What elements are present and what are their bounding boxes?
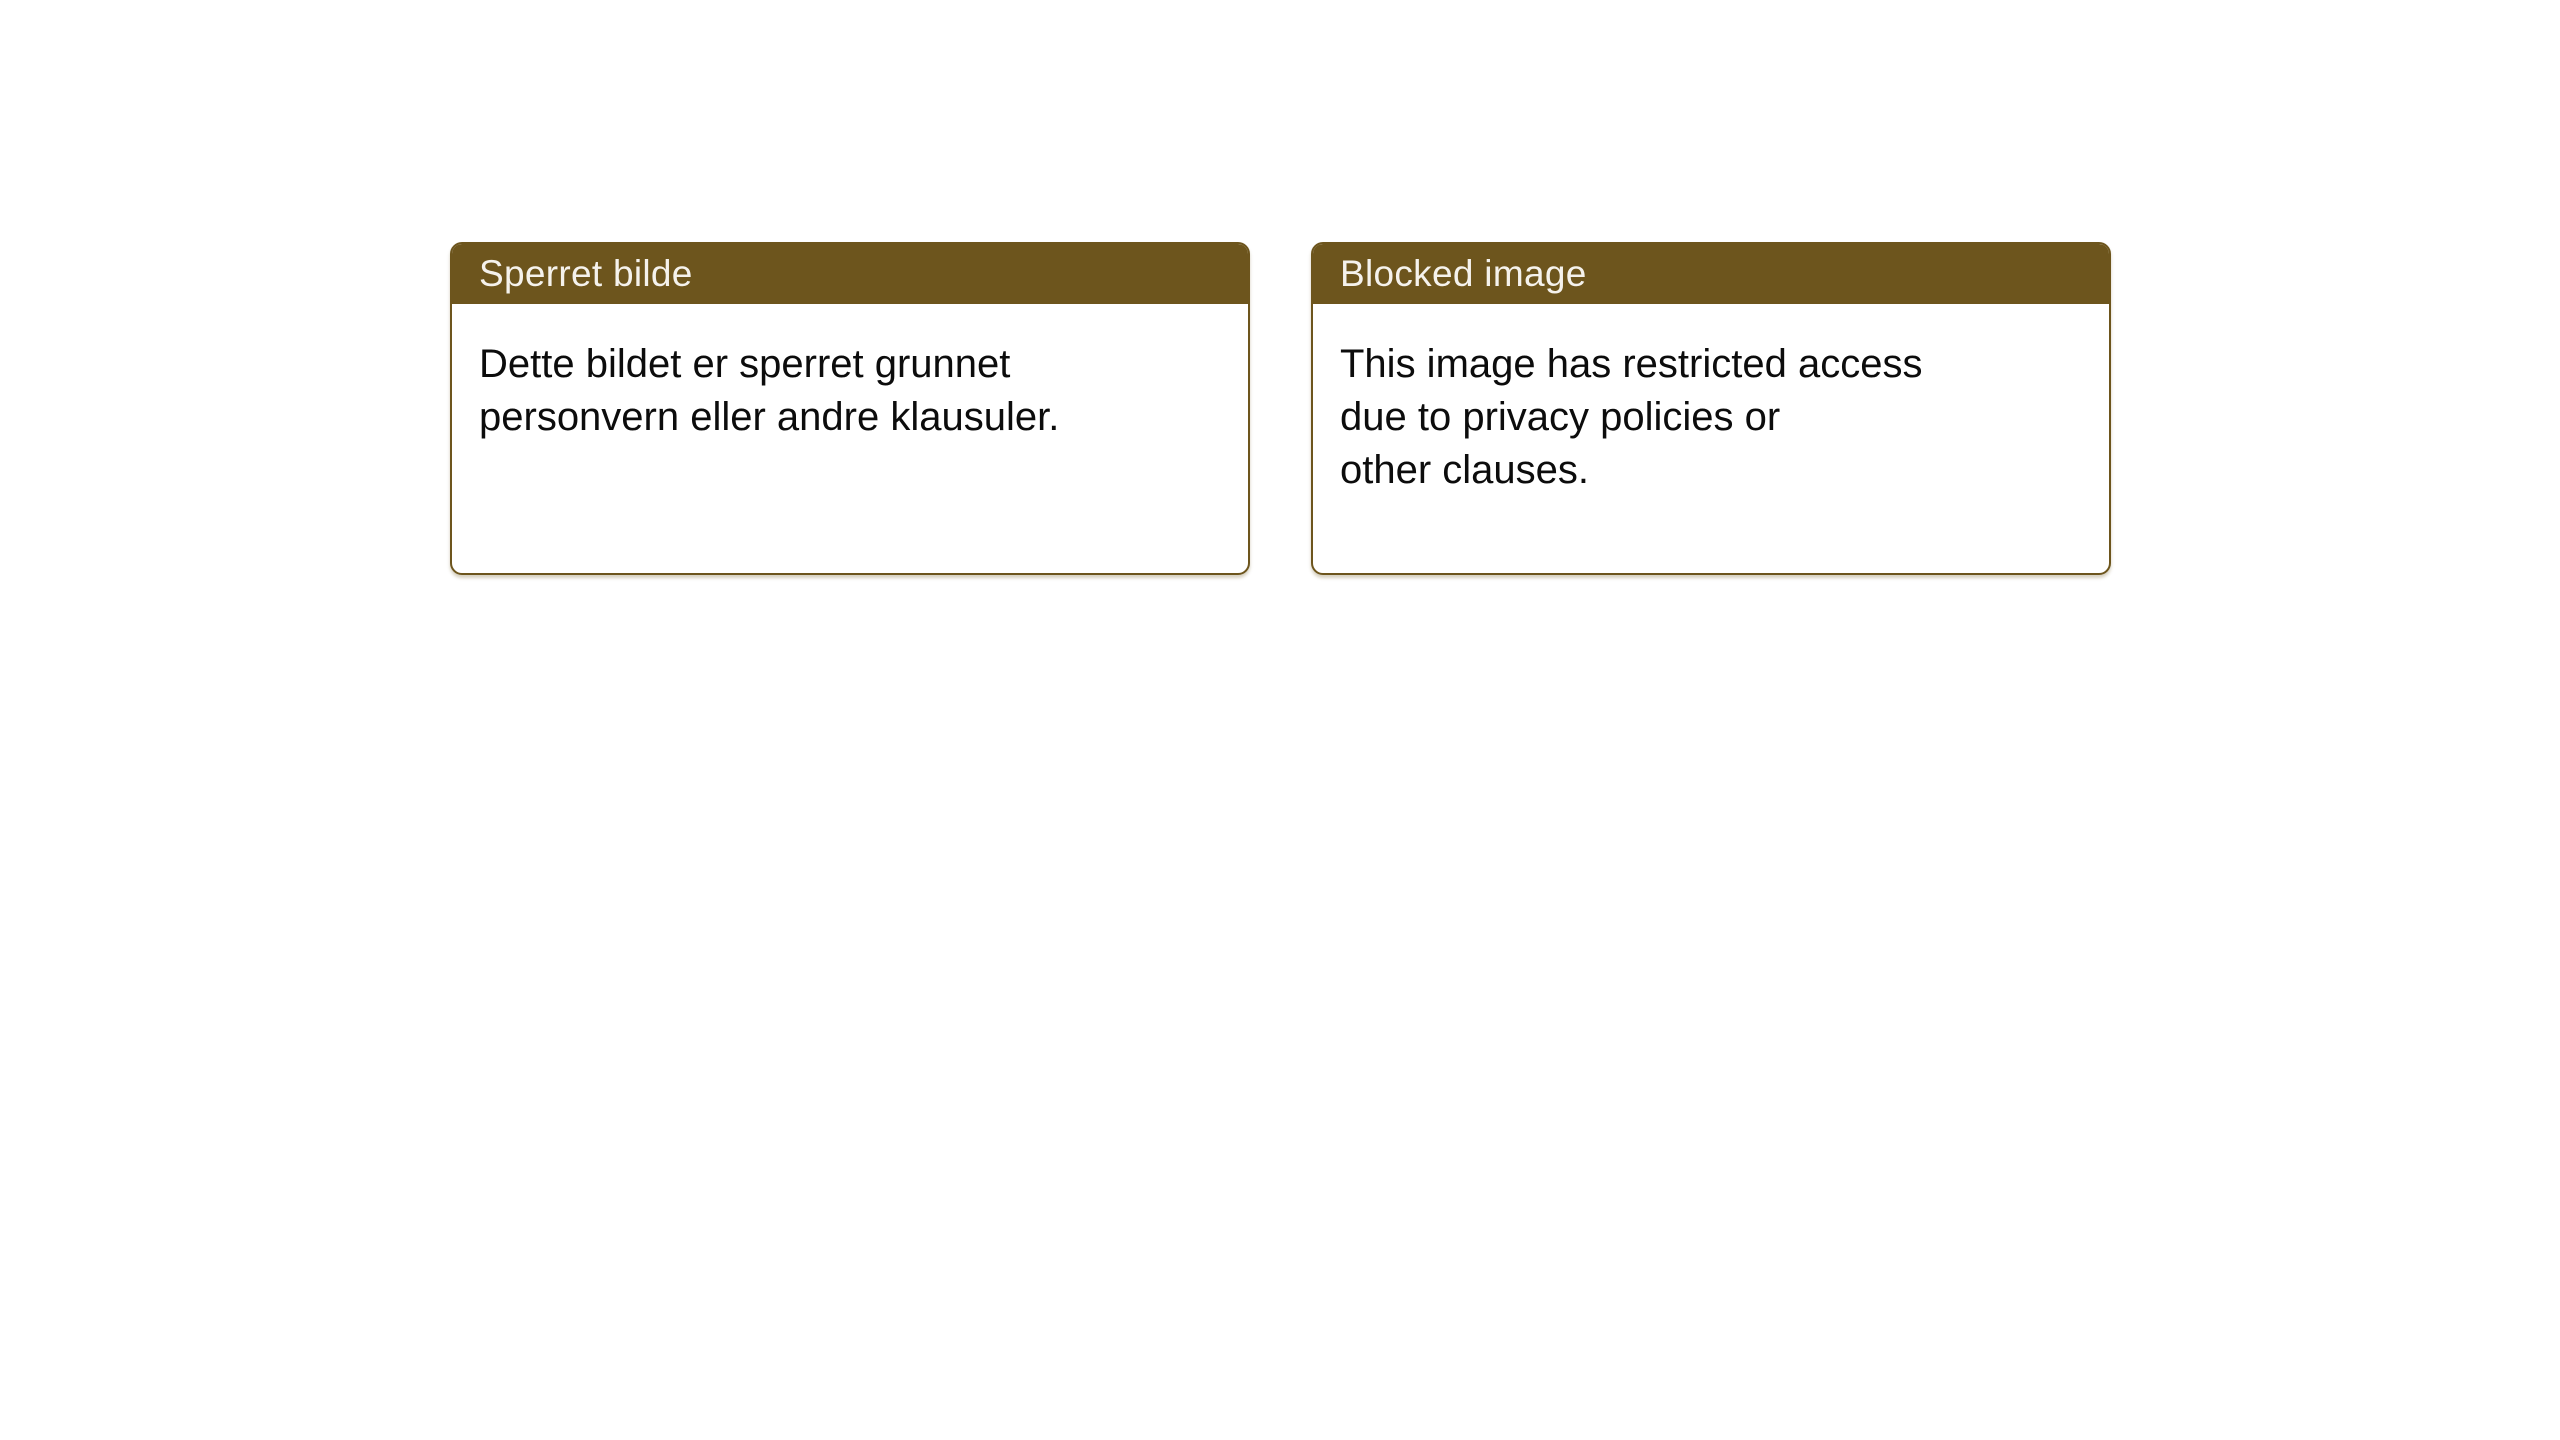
card-body-line: due to privacy policies or [1340, 395, 1781, 439]
card-title: Blocked image [1340, 252, 1587, 294]
card-body [1313, 304, 2109, 497]
card-title: Sperret bilde [479, 252, 693, 294]
card-body [452, 304, 1248, 444]
blocked-image-card-norwegian [450, 242, 1250, 575]
blocked-image-card-english [1311, 242, 2111, 575]
card-body-line: Dette bildet er sperret grunnet [479, 342, 1011, 386]
card-header [1313, 244, 2109, 304]
card-body-line: personvern eller andre klausuler. [479, 395, 1060, 439]
card-header [452, 244, 1248, 304]
card-body-line: other clauses. [1340, 448, 1590, 492]
card-body-line: This image has restricted access [1340, 342, 1923, 386]
